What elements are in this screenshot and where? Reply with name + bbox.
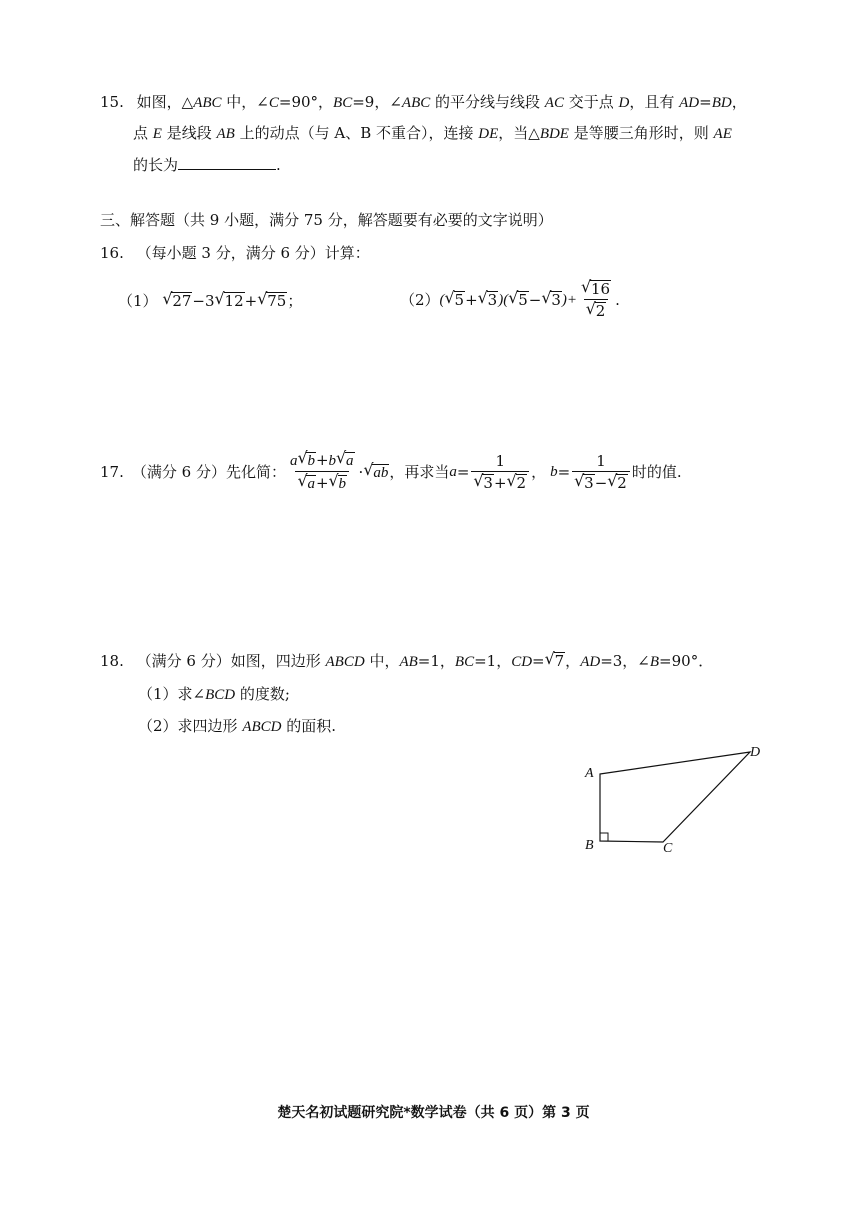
q15-term: BD	[711, 95, 732, 111]
radicand: ab	[373, 465, 389, 481]
q15-term: E	[152, 126, 162, 142]
part-label: （2）	[400, 291, 440, 309]
q15-text: 上的动点（与 A、B 不重合），连接	[234, 124, 479, 142]
q18-text: ，	[565, 652, 581, 670]
q15-term: D	[618, 95, 630, 111]
radical: √ ab	[363, 460, 389, 481]
q15-text: =9，∠	[352, 93, 402, 111]
q18-sub2	[138, 716, 336, 737]
q15-text: 如图，△	[136, 93, 194, 111]
q15-text: ，且有	[629, 93, 680, 111]
q15-term: AD	[679, 95, 700, 111]
q18-text: =3，∠	[600, 652, 650, 670]
math-op: )+	[561, 292, 578, 308]
q16-number: 16.	[100, 244, 124, 262]
q15-text: .	[276, 156, 281, 174]
radical: √ 27	[162, 289, 192, 310]
q15-line1	[100, 92, 747, 113]
radical: √ a	[336, 448, 354, 469]
radical: √ 2	[607, 471, 627, 492]
radicand: 75	[267, 292, 287, 310]
q15-term: ABC	[401, 95, 431, 111]
var: b	[550, 464, 558, 480]
radicand: 7	[554, 652, 565, 670]
punct: ，	[531, 463, 547, 481]
math-op: ·	[358, 463, 364, 481]
math-op: =	[557, 463, 571, 481]
math-op: (	[439, 292, 445, 308]
q18-term: BC	[454, 654, 475, 670]
q18-text: =1，	[417, 652, 455, 670]
q17-intro: （满分 6 分）先化简：	[131, 463, 286, 481]
radical: √ 5	[444, 288, 465, 309]
punct: .	[615, 291, 620, 309]
q15-term: BDE	[539, 126, 569, 142]
var: b	[328, 453, 337, 469]
q17-number: 17.	[100, 463, 124, 481]
radicand: 2	[595, 302, 606, 320]
q15-text: 的长为	[133, 156, 179, 174]
math-op: +	[465, 291, 478, 309]
radical: √ b	[297, 448, 315, 469]
radicand: a	[307, 476, 315, 492]
var: a	[289, 453, 298, 469]
q15-term: AE	[713, 126, 732, 142]
radical: √ 3	[473, 471, 493, 492]
q15-term: ABC	[193, 95, 222, 111]
numerator: 1	[495, 452, 506, 470]
q18-line1	[100, 650, 713, 673]
q18-text: 的面积.	[281, 717, 337, 735]
fraction	[572, 452, 630, 492]
vertex-label-d: D	[750, 745, 761, 760]
numerator: 1	[596, 452, 606, 470]
radicand: 3	[487, 291, 498, 309]
q16-part2	[400, 277, 620, 320]
q15-text: ，	[731, 93, 747, 111]
q15-text: 的平分线与线段	[430, 93, 545, 111]
answer-blank[interactable]	[178, 155, 276, 170]
radicand: 5	[454, 291, 465, 309]
q18-text: =	[532, 652, 545, 670]
q18-term: CD	[511, 654, 533, 670]
var: a	[449, 464, 457, 480]
q15-text: 点	[133, 124, 153, 142]
q15-line2	[133, 123, 732, 144]
q18-term: BCD	[205, 687, 236, 703]
q16-intro-line	[100, 243, 370, 263]
radicand: 2	[516, 474, 527, 492]
q15-number: 15.	[100, 93, 124, 111]
page-footer: 楚天名初试题研究院*数学试卷（共 6 页）第 3 页	[277, 1105, 590, 1121]
q15-text: =	[699, 93, 712, 111]
radicand: 3	[551, 291, 561, 309]
q15-text: 交于点	[563, 93, 619, 111]
radicand: b	[338, 476, 347, 492]
q15-text: ，当△	[498, 124, 540, 142]
q15-line3	[133, 155, 281, 175]
q15-term: DE	[478, 126, 499, 142]
q18-term: ABCD	[242, 719, 282, 735]
math-op: −3	[192, 292, 215, 310]
q18-text: （1）求∠	[138, 685, 206, 703]
radical: √ 2	[506, 471, 527, 492]
radicand: 5	[518, 291, 528, 309]
radicand: 3	[584, 474, 594, 492]
q18-term: AD	[580, 654, 601, 670]
part-label: （1）	[118, 292, 158, 310]
q15-text: 中，∠	[221, 93, 269, 111]
vertex-label-c: C	[663, 841, 673, 856]
radicand: 3	[483, 474, 493, 492]
radical: √ 7	[544, 649, 565, 670]
q17-text: ，再求当	[389, 463, 450, 481]
q15-text: =90°，	[278, 93, 334, 111]
math-op: +	[315, 451, 329, 469]
math-op: +	[493, 474, 507, 492]
radical: √ a	[297, 471, 315, 492]
radical: √ 16	[581, 277, 611, 298]
q18-term: AB	[399, 654, 418, 670]
quadrilateral-outline	[600, 752, 750, 842]
fraction	[471, 452, 529, 492]
vertex-label-a: A	[585, 766, 594, 781]
radicand: a	[346, 453, 354, 469]
right-angle-mark	[600, 833, 608, 841]
q16-intro: （每小题 3 分，满分 6 分）计算：	[136, 244, 370, 262]
fraction	[579, 277, 613, 320]
radical: √ 12	[214, 289, 244, 310]
q15-term: C	[268, 95, 279, 111]
radicand: 16	[591, 280, 611, 298]
q18-text: =90°．	[659, 652, 714, 670]
radical: √ b	[328, 471, 347, 492]
radicand: 2	[617, 474, 627, 492]
radicand: 12	[224, 292, 244, 310]
q15-text: 是线段	[161, 124, 217, 142]
radical: √ 5	[508, 288, 528, 309]
fraction	[288, 448, 357, 493]
radicand: 27	[172, 292, 192, 310]
quadrilateral-figure	[575, 738, 775, 863]
q18-number: 18.	[100, 652, 124, 670]
math-op: =	[456, 463, 470, 481]
radical: √ 2	[585, 299, 606, 320]
math-op: −	[528, 291, 542, 309]
q18-text: 中，	[364, 652, 400, 670]
vertex-label-b: B	[585, 838, 594, 853]
q18-text: （2）求四边形	[138, 717, 243, 735]
q15-term: BC	[333, 95, 353, 111]
q18-text: 的度数;	[235, 685, 290, 703]
math-op: −	[594, 474, 608, 492]
radical: √ 3	[541, 288, 561, 309]
q15-text: 是等腰三角形时，则	[568, 124, 714, 142]
radicand: b	[307, 453, 315, 469]
q15-term: AB	[216, 126, 235, 142]
radical: √ 75	[257, 289, 287, 310]
q15-term: AC	[544, 95, 564, 111]
q17-line	[100, 450, 682, 494]
q17-text: 时的值.	[631, 463, 682, 481]
q18-term: ABCD	[325, 654, 365, 670]
q18-text: =1，	[474, 652, 512, 670]
radical: √ 3	[477, 288, 498, 309]
q16-part1	[118, 290, 302, 312]
q18-term: B	[649, 654, 660, 670]
math-op: +	[315, 474, 329, 492]
punct: ；	[287, 292, 303, 310]
q18-text: （满分 6 分）如图，四边形	[136, 652, 326, 670]
q18-sub1	[138, 684, 290, 705]
math-op: )(	[498, 292, 509, 308]
radical: √ 3	[574, 471, 594, 492]
section-heading: 三、解答题（共 9 小题，满分 75 分，解答题要有必要的文字说明）	[100, 211, 553, 229]
math-op: +	[244, 292, 258, 310]
